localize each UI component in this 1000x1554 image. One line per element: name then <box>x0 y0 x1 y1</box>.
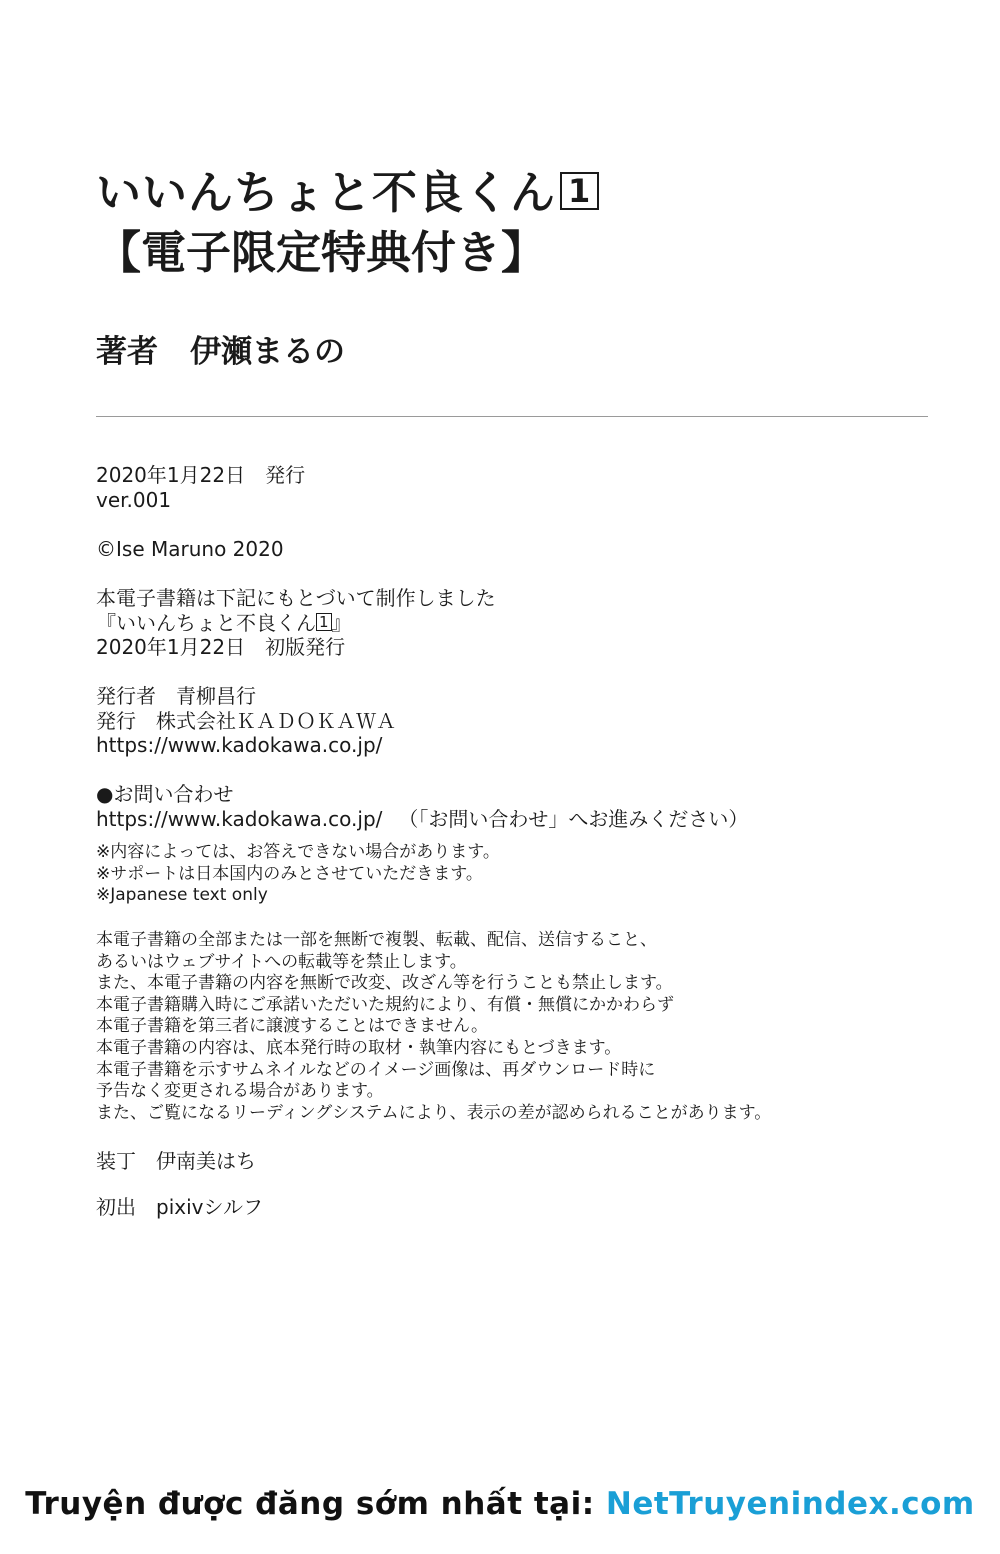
legal-line: 予告なく変更される場合があります。 <box>96 1081 384 1102</box>
design-label: 装丁 <box>96 1149 136 1173</box>
source-date-line <box>96 635 496 660</box>
promo-footer <box>0 1480 1000 1528</box>
publish-date-suffix: 発行 <box>265 463 306 487</box>
legal-line: あるいはウェブサイトへの転載等を禁止します。 <box>96 951 467 972</box>
source-volume: 1 <box>316 613 332 631</box>
legal-line: 本電子書籍購入時にご承諾いただいた規約により、有償・無償にかかわらず <box>96 994 674 1015</box>
author-name: 伊瀬まるの <box>190 334 345 370</box>
copyright: ©Ise Maruno 2020 <box>96 537 284 561</box>
publisher-url: https://www.kadokawa.co.jp/ <box>96 733 383 757</box>
publication-info <box>96 463 305 512</box>
source-info <box>96 586 496 660</box>
promo-text: Truyện được đăng sớm nhất tại: <box>25 1486 606 1522</box>
source-edition: 初版発行 <box>265 635 346 659</box>
author-line <box>96 330 345 374</box>
legal-line: 本電子書籍の全部または一部を無断で複製、転載、配信、送信すること、 <box>96 930 657 950</box>
source-title: 『いいんちょと不良くん <box>96 610 316 635</box>
inquiry-heading: ●お問い合わせ <box>96 782 234 806</box>
inquiry-note: ※サポートは日本国内のみとさせていただきます。 <box>96 863 483 884</box>
issuer-name: 青柳昌行 <box>176 684 256 708</box>
source-line1: 本電子書籍は下記にもとづいて制作しました <box>96 586 496 610</box>
book-title-text: いいんちょと不良くん <box>96 166 557 219</box>
inquiry-url-note: （「お問い合わせ」へお進みください） <box>398 806 749 831</box>
legal-line: 本電子書籍の内容は、底本発行時の取材・執筆内容にもとづきます。 <box>96 1037 622 1058</box>
site-link[interactable]: NetTruyenindex.com <box>605 1486 975 1522</box>
inquiry-url: https://www.kadokawa.co.jp/ <box>96 806 383 831</box>
legal-line: 本電子書籍を第三者に譲渡することはできません。 <box>96 1016 489 1037</box>
publisher-line <box>96 709 396 734</box>
first-published-label: 初出 <box>96 1195 136 1219</box>
issuer-label: 発行者 <box>96 684 156 708</box>
author-label: 著者 <box>96 334 158 370</box>
publish-date: 2020年1月22日 <box>96 463 246 487</box>
edition-subtitle: 【電子限定特典付き】 <box>96 226 547 279</box>
legal-line: 本電子書籍を示すサムネイルなどのイメージ画像は、再ダウンロード時に <box>96 1059 656 1080</box>
inquiry-url-line <box>96 807 748 832</box>
source-line2 <box>96 611 496 636</box>
version: ver.001 <box>96 487 172 512</box>
divider <box>96 416 928 417</box>
inquiry-section <box>96 782 748 831</box>
publisher-label: 発行 <box>96 708 136 733</box>
source-title-end: 』 <box>331 610 352 635</box>
inquiry-notes <box>96 842 500 907</box>
legal-line: また、本電子書籍の内容を無断で改変、改ざん等を行うことも禁止します。 <box>96 973 673 994</box>
inquiry-note: ※内容によっては、お答えできない場合があります。 <box>96 842 500 862</box>
first-published-venue: pixivシルフ <box>156 1195 263 1219</box>
publisher-name: 株式会社ＫＡＤＯＫＡＷＡ <box>156 708 396 733</box>
publisher-info <box>96 684 396 758</box>
legal-notice <box>96 930 771 1124</box>
issuer-line <box>96 684 396 709</box>
source-date: 2020年1月22日 <box>96 635 246 659</box>
book-title <box>96 166 599 220</box>
volume-number: 1 <box>560 172 599 210</box>
first-published-credit <box>96 1195 263 1220</box>
legal-line: また、ご覧になるリーディングシステムにより、表示の差が認められることがあります。 <box>96 1102 772 1123</box>
inquiry-note: ※Japanese text only <box>96 885 268 906</box>
design-credit <box>96 1149 256 1174</box>
design-name: 伊南美はち <box>156 1149 256 1173</box>
publish-date-line <box>96 463 305 488</box>
